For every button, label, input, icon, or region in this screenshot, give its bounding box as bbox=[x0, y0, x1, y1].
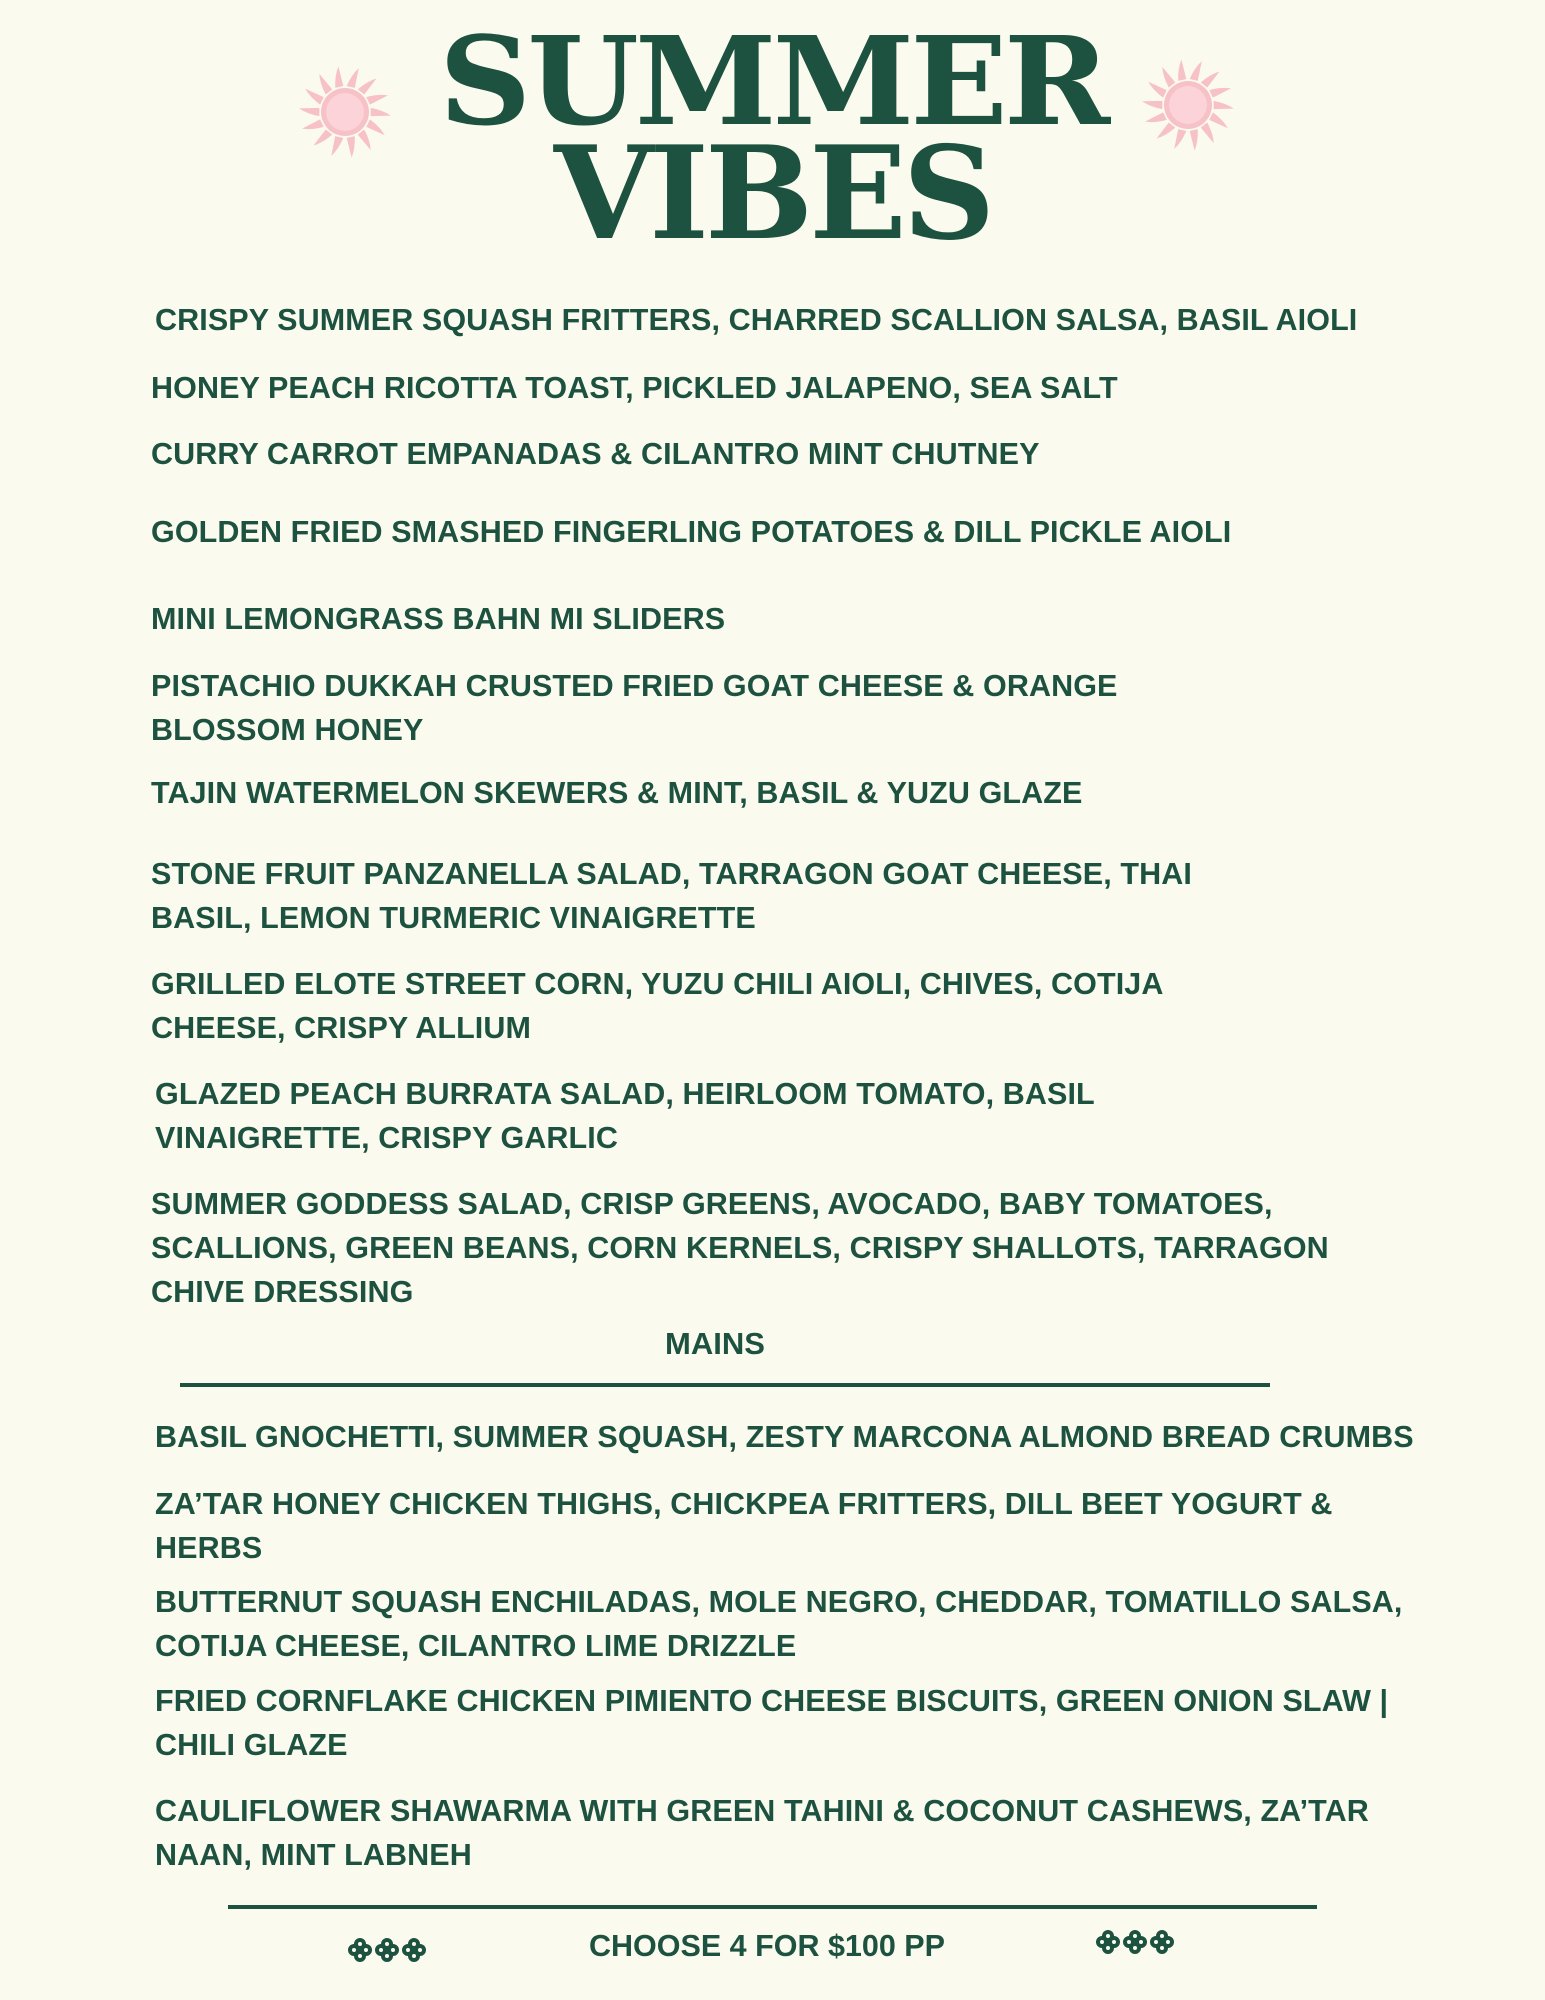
main-item: FRIED CORNFLAKE CHICKEN PIMIENTO CHEESE BISCUITS, GREEN ONION SLAW | CHILI GLAZE bbox=[155, 1684, 1389, 1762]
sun-ray bbox=[302, 119, 324, 129]
sun-ray bbox=[1148, 82, 1166, 98]
sun-ray bbox=[1157, 122, 1176, 138]
starter-item: CRISPY SUMMER SQUASH FRITTERS, CHARRED SCALLION SALSA, BASIL AIOLI bbox=[155, 303, 1358, 337]
starter-item: STONE FRUIT PANZANELLA SALAD, TARRAGON GOAT CHEESE, THAI BASIL, LEMON TURMERIC VINAIGRETTE bbox=[151, 857, 1192, 935]
mains-heading: MAINS bbox=[665, 1326, 765, 1361]
starter-item: GLAZED PEACH BURRATA SALAD, HEIRLOOM TOMATO, BASIL VINAIGRETTE, CRISPY GARLIC bbox=[155, 1077, 1095, 1155]
sun-ray bbox=[1190, 129, 1198, 150]
sun-ray bbox=[366, 119, 384, 135]
sun-ray bbox=[347, 68, 359, 88]
starter-item: PISTACHIO DUKKAH CRUSTED FRIED GOAT CHEESE & ORANGE BLOSSOM HONEY bbox=[151, 669, 1118, 747]
starter-item: TAJIN WATERMELON SKEWERS & MINT, BASIL & YUZU GLAZE bbox=[151, 776, 1083, 810]
sun-ray bbox=[335, 66, 343, 87]
sun-ray bbox=[1162, 67, 1175, 88]
sun-ray bbox=[1145, 112, 1167, 122]
menu-title-line-2: VIBES bbox=[553, 119, 992, 269]
starter-item: HONEY PEACH RICOTTA TOAST, PICKLED JALAPENO, SEA SALT bbox=[151, 371, 1118, 405]
sun-ray bbox=[1174, 129, 1186, 149]
right-flower-cluster-icon bbox=[1093, 1922, 1183, 1962]
sun-ray bbox=[1209, 112, 1227, 128]
left-sun-icon bbox=[295, 62, 395, 162]
starter-item: SUMMER GODDESS SALAD, CRISP GREENS, AVOCADO, BABY TOMATOES, SCALLIONS, GREEN BEANS, CORN KERNELS, CRISPY SHALLOTS, TARRAGON CHIVE DRESSING bbox=[151, 1187, 1329, 1309]
sun-ray bbox=[347, 136, 355, 157]
sun-ray bbox=[371, 108, 391, 116]
sun-ray bbox=[331, 136, 343, 156]
sun-ray bbox=[319, 74, 332, 95]
left-flower-cluster-icon bbox=[345, 1930, 435, 1970]
footer-divider bbox=[228, 1905, 1317, 1909]
sun-ray bbox=[358, 129, 371, 150]
starter-item: GOLDEN FRIED SMASHED FINGERLING POTATOES & DILL PICKLE AIOLI bbox=[151, 515, 1232, 549]
main-item: BASIL GNOCHETTI, SUMMER SQUASH, ZESTY MARCONA ALMOND BREAD CRUMBS bbox=[155, 1420, 1414, 1454]
sun-ray bbox=[314, 129, 333, 145]
offer-text: CHOOSE 4 FOR $100 PP bbox=[589, 1929, 945, 1963]
sun-ray bbox=[305, 89, 323, 105]
main-item: BUTTERNUT SQUASH ENCHILADAS, MOLE NEGRO, CHEDDAR, TOMATILLO SALSA, COTIJA CHEESE, CILANTRO LIME DRIZZLE bbox=[155, 1585, 1403, 1663]
sun-ray bbox=[358, 78, 377, 94]
sun-ray bbox=[1178, 59, 1186, 80]
sun-ray bbox=[1201, 122, 1214, 143]
main-item: CAULIFLOWER SHAWARMA WITH GREEN TAHINI & COCONUT CASHEWS, ZA’TAR NAAN, MINT LABNEH bbox=[155, 1794, 1369, 1872]
divider bbox=[180, 1383, 1270, 1387]
starter-item: MINI LEMONGRASS BAHN MI SLIDERS bbox=[151, 602, 726, 636]
right-sun-icon bbox=[1138, 55, 1238, 155]
starter-item: CURRY CARROT EMPANADAS & CILANTRO MINT CHUTNEY bbox=[151, 437, 1040, 471]
sun-ray bbox=[366, 95, 388, 105]
menu-title-line-1: SUMMER bbox=[438, 10, 1107, 154]
sun-ray bbox=[1214, 101, 1234, 109]
sun-ray bbox=[1209, 88, 1231, 98]
sun-ray bbox=[1190, 61, 1202, 81]
sun-ray bbox=[299, 108, 319, 116]
main-item: ZA’TAR HONEY CHICKEN THIGHS, CHICKPEA FRITTERS, DILL BEET YOGURT & HERBS bbox=[155, 1487, 1333, 1565]
sun-ray bbox=[1201, 71, 1220, 87]
starter-item: GRILLED ELOTE STREET CORN, YUZU CHILI AIOLI, CHIVES, COTIJA CHEESE, CRISPY ALLIUM bbox=[151, 967, 1164, 1045]
sun-ray bbox=[1142, 101, 1162, 109]
